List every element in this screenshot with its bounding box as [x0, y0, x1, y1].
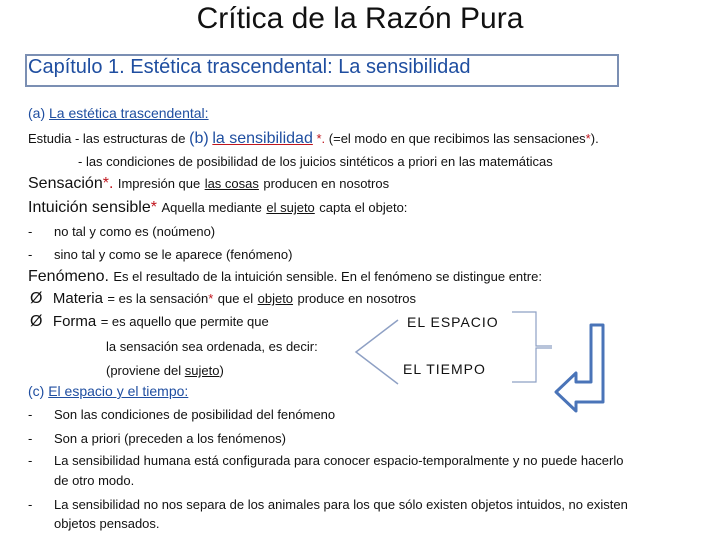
list-item: sino tal y como se le aparece (fenómeno) [54, 247, 293, 262]
list-dash: - [28, 453, 33, 468]
chapter-suffix: La sensibilidad [338, 56, 471, 78]
list-item: no tal y como es (noúmeno) [54, 224, 216, 239]
materia-mid: que el [217, 291, 254, 306]
asterisk: * [150, 199, 157, 216]
forma-line-3-pre: (proviene del [106, 363, 182, 378]
line1-prefix: Estudia - las estructuras de [28, 131, 186, 146]
term-materia: Materia [52, 290, 103, 307]
list-item-continuation: de otro modo. [54, 473, 135, 488]
forma-line-3-post: ) [219, 363, 224, 378]
list-item: Son a priori (preceden a los fenómenos) [54, 431, 286, 446]
list-item: Son las condiciones de posibilidad del fenómeno [54, 407, 336, 422]
asterisk: * [208, 291, 214, 306]
list-item-continuation: objetos pensados. [54, 516, 160, 531]
asterisk: *. [316, 131, 326, 146]
forma-line-2: la sensación sea ordenada, es decir: [106, 339, 318, 354]
intuicion-pre: Aquella mediante [161, 200, 262, 215]
section-c-marker: (c) [28, 383, 45, 399]
connector-line-espacio [512, 312, 552, 346]
curved-arrow-icon [556, 325, 603, 411]
term-intuicion: Intuición sensible [28, 199, 151, 216]
section-a-line-2: - las condiciones de posibilidad de los juicios sintéticos a priori en las matemáticas [78, 154, 553, 169]
asterisk: * [585, 131, 591, 146]
term-sensacion: Sensación [28, 175, 103, 192]
list-item: La sensibilidad humana está configurada para conocer espacio-temporalmente y no puede hacerlo [54, 453, 624, 468]
list-dash: - [28, 407, 33, 422]
label-tiempo: EL TIEMPO [403, 361, 486, 377]
arrow-bullet-icon: Ø [30, 313, 43, 330]
intuicion-post: capta el objeto: [319, 200, 408, 215]
section-c-title: El espacio y el tiempo: [48, 383, 189, 399]
asterisk: *. [102, 175, 114, 192]
label-espacio: EL ESPACIO [407, 314, 499, 330]
angle-bracket [356, 320, 398, 384]
term-forma: Forma [52, 313, 97, 330]
page-title: Crítica de la Razón Pura [196, 2, 524, 35]
marker-b: (b) [189, 130, 209, 147]
sensacion-las-cosas: las cosas [204, 176, 259, 191]
forma-line-1: = es aquello que permite que [100, 314, 269, 329]
materia-pre: = es la sensación [107, 291, 209, 306]
list-dash: - [28, 497, 33, 512]
fenomeno-text: Es el resultado de la intuición sensible. En el fenómeno se distingue entre: [113, 269, 542, 284]
list-dash: - [28, 247, 33, 262]
term-sensibilidad: la sensibilidad [212, 130, 313, 147]
sensacion-post: producen en nosotros [263, 176, 390, 191]
materia-post: produce en nosotros [297, 291, 417, 306]
sensacion-pre: Impresión que [117, 176, 201, 191]
list-item: La sensibilidad no nos separa de los animales para los que sólo existen objetos intuidos, no existen [54, 497, 628, 512]
line1-definition: (=el modo en que recibimos las sensaciones [328, 131, 586, 146]
term-fenomeno: Fenómeno. [28, 268, 109, 285]
section-a-marker: (a) [28, 105, 46, 121]
arrow-bullet-icon: Ø [30, 290, 43, 307]
intuicion-el-sujeto: el sujeto [266, 200, 315, 215]
connector-line-tiempo [512, 348, 552, 382]
chapter-prefix: Capítulo 1. Estética trascendental: [28, 56, 333, 78]
materia-objeto: objeto [257, 291, 294, 306]
section-c-heading [28, 383, 188, 399]
forma-sujeto: sujeto [184, 363, 220, 378]
list-dash: - [28, 431, 33, 446]
list-dash: - [28, 224, 33, 239]
line1-end: ). [590, 131, 599, 146]
section-a-title: La estética trascendental: [49, 105, 209, 121]
